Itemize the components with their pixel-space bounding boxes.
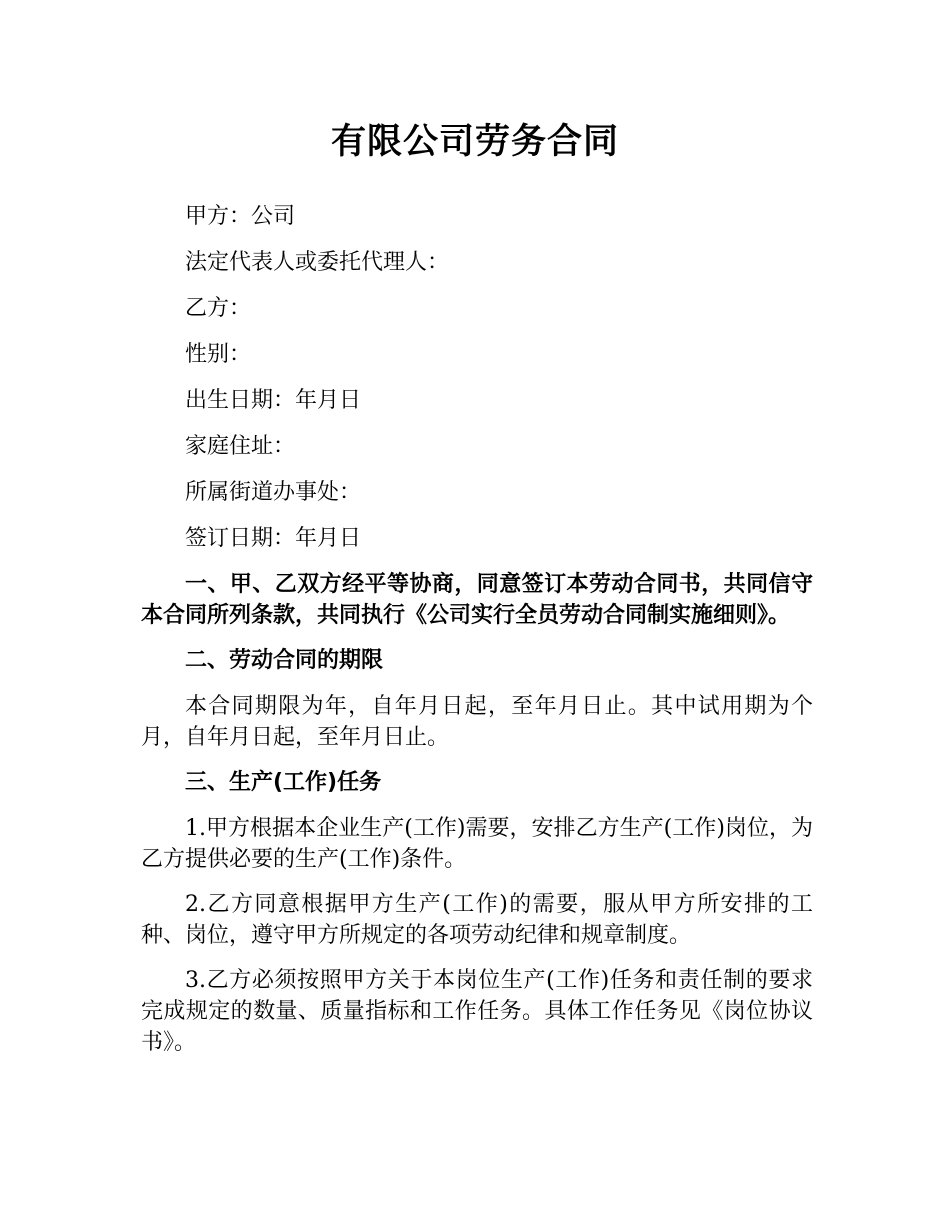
signing-date-field: 签订日期：年月日 (185, 526, 362, 551)
document-title: 有限公司劳务合同 (330, 122, 619, 162)
section-3-heading: 三、生产(工作)任务 (185, 770, 382, 795)
legal-representative-field: 法定代表人或委托代理人： (185, 250, 450, 275)
document-body (141, 201, 813, 1072)
section-3-item-2: 2.乙方同意根据甲方生产(工作)的需要，服从甲方所安排的工种、岗位，遵守甲方所规定的各项劳动纪律和规章制度。 (141, 892, 813, 948)
section-3-item-3: 3.乙方必须按照甲方关于本岗位生产(工作)任务和责任制的要求完成规定的数量、质量指标和工作任务。具体工作任务见《岗位协议书》。 (141, 968, 813, 1055)
gender-field: 性别： (185, 342, 252, 367)
party-b-field: 乙方： (185, 296, 252, 321)
clause-1-paragraph: 一、甲、乙双方经平等协商，同意签订本劳动合同书，共同信守本合同所列条款，共同执行《公司实行全员劳动合同制实施细则》。 (141, 572, 813, 628)
birth-date-field: 出生日期：年月日 (185, 388, 362, 413)
home-address-field: 家庭住址： (185, 434, 296, 459)
section-2-heading: 二、劳动合同的期限 (185, 648, 384, 673)
section-2-paragraph: 本合同期限为年，自年月日起，至年月日止。其中试用期为个月，自年月日起，至年月日止。 (141, 694, 813, 750)
street-office-field: 所属街道办事处： (185, 480, 362, 505)
section-3-item-1: 1.甲方根据本企业生产(工作)需要，安排乙方生产(工作)岗位，为乙方提供必要的生产(工作)条件。 (141, 816, 813, 872)
party-a-field: 甲方：公司 (185, 204, 296, 229)
